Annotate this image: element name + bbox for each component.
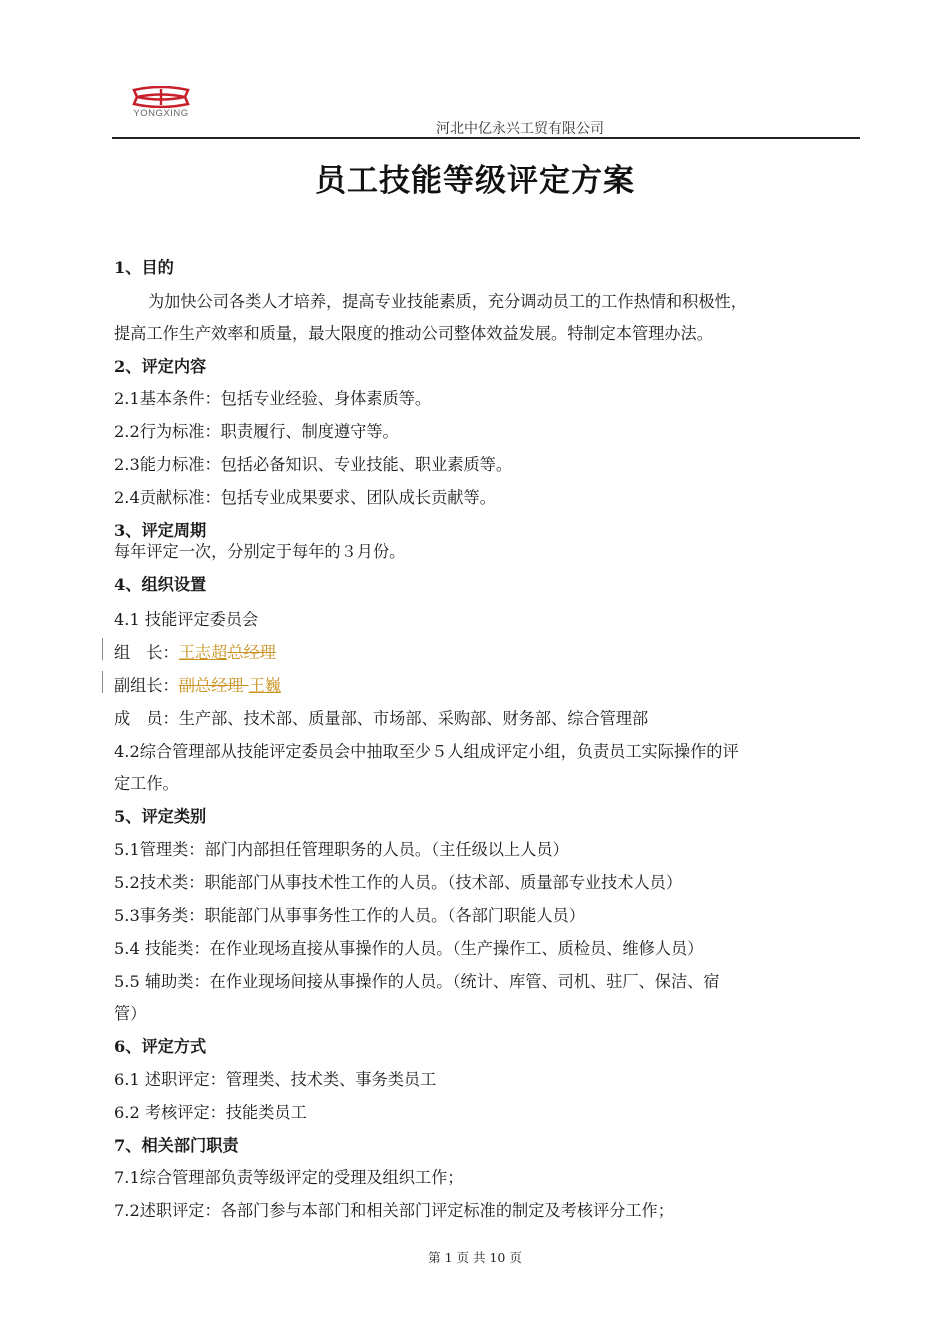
section-heading: 1、目的 [114,258,174,277]
list-item: 2.3能力标准：包括必备知识、专业技能、职业素质等。 [114,455,513,474]
section-heading: 3、评定周期 [114,521,207,540]
document-title: 员工技能等级评定方案 [315,163,635,199]
section-heading: 5、评定类别 [114,807,207,826]
section-heading: 2、评定内容 [114,357,207,376]
vice-leader-deleted-title: 副总经理 [178,676,249,695]
leader-label: 组 长： [114,643,179,662]
vice-leader-row [114,672,281,696]
leader-inserted-name: 王志超 [178,643,228,662]
list-item: 4.2综合管理部从技能评定委员会中抽取至少５人组成评定小组，负责员工实际操作的评 [114,742,739,761]
list-item: 6.2 考核评定：技能类员工 [114,1103,307,1122]
leader-row [114,639,276,663]
company-name: 河北中亿永兴工贸有限公司 [436,121,604,137]
section-heading: 6、评定方式 [114,1037,207,1056]
list-item: 5.5 辅助类：在作业现场间接从事操作的人员。（统计、库管、司机、驻厂、保洁、宿 [114,972,720,991]
section-heading: 4、组织设置 [114,575,207,594]
list-item: 2.1基本条件：包括专业经验、身体素质等。 [114,389,432,408]
list-item: 4.1 技能评定委员会 [114,610,259,629]
paragraph-line: 每年评定一次，分别定于每年的３月份。 [114,542,406,561]
list-item: 5.2技术类：职能部门从事技术性工作的人员。（技术部、质量部专业技术人员） [114,873,683,892]
list-item: 7.2述职评定：各部门参与本部门和相关部门评定标准的制定及考核评分工作； [114,1201,674,1220]
list-item: 2.4贡献标准：包括专业成果要求、团队成长贡献等。 [114,488,496,507]
revision-bar [102,671,103,693]
list-item: 7.1综合管理部负责等级评定的受理及组织工作； [114,1168,464,1187]
yongxing-logo-icon [130,86,192,108]
page-footer: 第 1 页 共 10 页 [428,1250,522,1265]
vice-leader-inserted-name: 王巍 [248,676,282,695]
vice-leader-label: 副组长： [114,676,179,695]
revision-bar [102,638,103,660]
list-item: 5.1管理类：部门内部担任管理职务的人员。（主任级以上人员） [114,840,569,859]
header-divider [112,137,860,139]
list-item: 2.2行为标准：职责履行、制度遵守等。 [114,422,399,441]
paragraph-line: 为加快公司各类人才培养，提高专业技能素质，充分调动员工的工作热情和积极性， [148,292,747,311]
list-item-continuation: 定工作。 [114,774,179,793]
paragraph-line: 提高工作生产效率和质量，最大限度的推动公司整体效益发展。特制定本管理办法。 [114,324,713,343]
company-logo [130,86,192,119]
list-item: 5.3事务类：职能部门从事事务性工作的人员。（各部门职能人员） [114,906,585,925]
list-item-continuation: 管） [114,1004,147,1023]
list-item: 6.1 述职评定：管理类、技术类、事务类员工 [114,1070,437,1089]
list-item: 5.4 技能类：在作业现场直接从事操作的人员。（生产操作工、质检员、维修人员） [114,939,704,958]
members-row: 成 员：生产部、技术部、质量部、市场部、采购部、财务部、综合管理部 [114,709,649,728]
leader-deleted-title: 总经理 [227,643,276,662]
section-heading: 7、相关部门职责 [114,1136,239,1155]
logo-text: YONGXING [133,108,189,119]
